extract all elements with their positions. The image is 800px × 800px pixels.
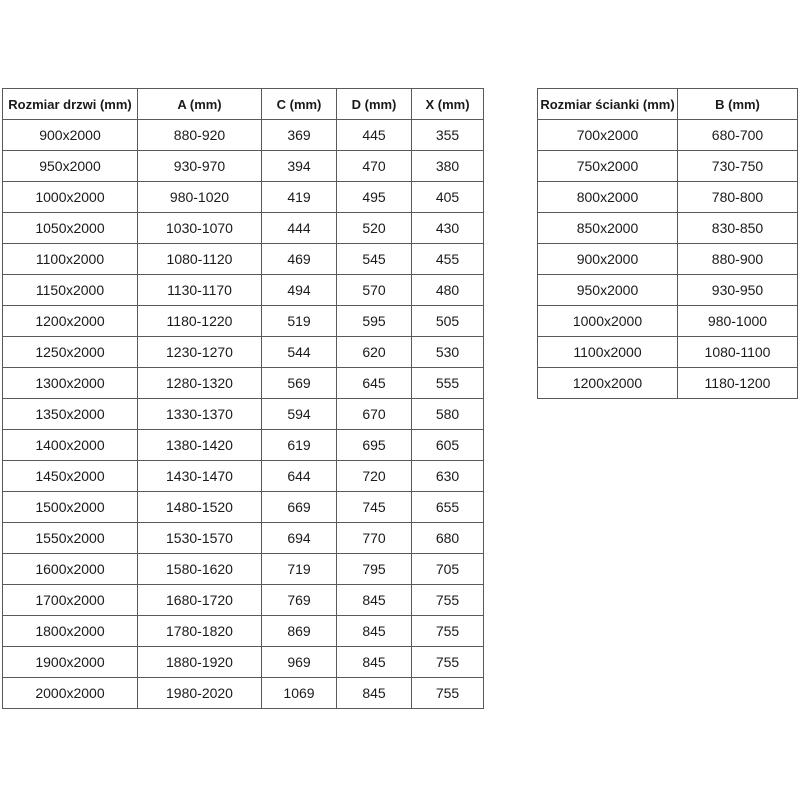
table-cell: 750x2000 xyxy=(538,151,678,182)
table-cell: 1530-1570 xyxy=(138,523,262,554)
table-cell: 1200x2000 xyxy=(538,368,678,399)
table-cell: 705 xyxy=(412,554,484,585)
table-row xyxy=(3,523,484,554)
table-cell: 1430-1470 xyxy=(138,461,262,492)
table-cell: 1330-1370 xyxy=(138,399,262,430)
table-cell: 1350x2000 xyxy=(3,399,138,430)
door-size-table-container xyxy=(2,88,484,709)
table-cell: 1680-1720 xyxy=(138,585,262,616)
header-row xyxy=(3,89,484,120)
table-cell: 845 xyxy=(337,678,412,709)
table-cell: 605 xyxy=(412,430,484,461)
table-cell: 869 xyxy=(262,616,337,647)
table-row xyxy=(3,151,484,182)
table-cell: 405 xyxy=(412,182,484,213)
table-cell: 1800x2000 xyxy=(3,616,138,647)
table-cell: 755 xyxy=(412,585,484,616)
table-row xyxy=(3,430,484,461)
table-row xyxy=(3,616,484,647)
table-row xyxy=(538,306,798,337)
table-cell: 1180-1220 xyxy=(138,306,262,337)
table-cell: 545 xyxy=(337,244,412,275)
table-cell: 580 xyxy=(412,399,484,430)
table-cell: 769 xyxy=(262,585,337,616)
table-cell: 880-900 xyxy=(678,244,798,275)
table-cell: 695 xyxy=(337,430,412,461)
table-row xyxy=(3,368,484,399)
table-cell: 1480-1520 xyxy=(138,492,262,523)
table-cell: 469 xyxy=(262,244,337,275)
header-cell: Rozmiar ścianki (mm) xyxy=(538,89,678,120)
table-cell: 644 xyxy=(262,461,337,492)
wall-size-table xyxy=(537,88,798,399)
table-cell: 800x2000 xyxy=(538,182,678,213)
table-cell: 845 xyxy=(337,647,412,678)
wall-size-table-container xyxy=(537,88,798,399)
table-cell: 1400x2000 xyxy=(3,430,138,461)
table-cell: 520 xyxy=(337,213,412,244)
table-cell: 1150x2000 xyxy=(3,275,138,306)
table-cell: 519 xyxy=(262,306,337,337)
table-cell: 505 xyxy=(412,306,484,337)
table-row xyxy=(3,306,484,337)
table-cell: 980-1000 xyxy=(678,306,798,337)
table-row xyxy=(538,120,798,151)
table-row xyxy=(3,461,484,492)
table-cell: 495 xyxy=(337,182,412,213)
table-row xyxy=(538,275,798,306)
table-cell: 445 xyxy=(337,120,412,151)
table-cell: 570 xyxy=(337,275,412,306)
table-row xyxy=(3,213,484,244)
table-cell: 1780-1820 xyxy=(138,616,262,647)
table-cell: 900x2000 xyxy=(538,244,678,275)
table-cell: 594 xyxy=(262,399,337,430)
table-cell: 355 xyxy=(412,120,484,151)
table-cell: 900x2000 xyxy=(3,120,138,151)
table-row xyxy=(3,554,484,585)
table-cell: 680 xyxy=(412,523,484,554)
table-cell: 595 xyxy=(337,306,412,337)
table-cell: 755 xyxy=(412,616,484,647)
table-cell: 419 xyxy=(262,182,337,213)
table-row xyxy=(3,399,484,430)
table-cell: 444 xyxy=(262,213,337,244)
table-cell: 730-750 xyxy=(678,151,798,182)
table-cell: 700x2000 xyxy=(538,120,678,151)
table-cell: 1600x2000 xyxy=(3,554,138,585)
table-cell: 655 xyxy=(412,492,484,523)
table-cell: 980-1020 xyxy=(138,182,262,213)
table-cell: 1100x2000 xyxy=(538,337,678,368)
table-cell: 1080-1100 xyxy=(678,337,798,368)
table-row xyxy=(3,337,484,368)
table-cell: 630 xyxy=(412,461,484,492)
table-cell: 455 xyxy=(412,244,484,275)
table-cell: 394 xyxy=(262,151,337,182)
table-cell: 620 xyxy=(337,337,412,368)
table-cell: 1550x2000 xyxy=(3,523,138,554)
table-row xyxy=(538,182,798,213)
table-cell: 1380-1420 xyxy=(138,430,262,461)
table-cell: 1900x2000 xyxy=(3,647,138,678)
table-cell: 694 xyxy=(262,523,337,554)
table-cell: 930-950 xyxy=(678,275,798,306)
table-row xyxy=(538,368,798,399)
table-cell: 619 xyxy=(262,430,337,461)
table-row xyxy=(3,647,484,678)
header-cell: A (mm) xyxy=(138,89,262,120)
door-size-table xyxy=(2,88,484,709)
table-row xyxy=(3,244,484,275)
table-cell: 1050x2000 xyxy=(3,213,138,244)
table-cell: 555 xyxy=(412,368,484,399)
header-cell: Rozmiar drzwi (mm) xyxy=(3,89,138,120)
table-cell: 745 xyxy=(337,492,412,523)
table-cell: 480 xyxy=(412,275,484,306)
table-cell: 1280-1320 xyxy=(138,368,262,399)
table-row xyxy=(538,337,798,368)
table-cell: 1450x2000 xyxy=(3,461,138,492)
table-cell: 1580-1620 xyxy=(138,554,262,585)
table-row xyxy=(3,492,484,523)
table-cell: 380 xyxy=(412,151,484,182)
table-cell: 950x2000 xyxy=(3,151,138,182)
table-cell: 645 xyxy=(337,368,412,399)
table-cell: 1250x2000 xyxy=(3,337,138,368)
table-row xyxy=(538,151,798,182)
table-cell: 2000x2000 xyxy=(3,678,138,709)
table-row xyxy=(3,182,484,213)
table-cell: 845 xyxy=(337,616,412,647)
table-cell: 850x2000 xyxy=(538,213,678,244)
table-cell: 1500x2000 xyxy=(3,492,138,523)
table-cell: 1000x2000 xyxy=(3,182,138,213)
table-row xyxy=(538,213,798,244)
table-cell: 1300x2000 xyxy=(3,368,138,399)
table-cell: 1130-1170 xyxy=(138,275,262,306)
table-cell: 1030-1070 xyxy=(138,213,262,244)
table-cell: 950x2000 xyxy=(538,275,678,306)
table-row xyxy=(3,120,484,151)
table-cell: 720 xyxy=(337,461,412,492)
table-cell: 1230-1270 xyxy=(138,337,262,368)
table-cell: 1700x2000 xyxy=(3,585,138,616)
table-row xyxy=(3,585,484,616)
table-cell: 969 xyxy=(262,647,337,678)
header-row xyxy=(538,89,798,120)
header-cell: C (mm) xyxy=(262,89,337,120)
table-cell: 930-970 xyxy=(138,151,262,182)
table-cell: 430 xyxy=(412,213,484,244)
table-cell: 795 xyxy=(337,554,412,585)
table-cell: 780-800 xyxy=(678,182,798,213)
table-cell: 830-850 xyxy=(678,213,798,244)
table-cell: 845 xyxy=(337,585,412,616)
header-cell: B (mm) xyxy=(678,89,798,120)
table-row xyxy=(3,275,484,306)
table-cell: 1200x2000 xyxy=(3,306,138,337)
table-cell: 719 xyxy=(262,554,337,585)
table-cell: 569 xyxy=(262,368,337,399)
table-cell: 530 xyxy=(412,337,484,368)
table-cell: 1100x2000 xyxy=(3,244,138,275)
table-cell: 1069 xyxy=(262,678,337,709)
header-cell: D (mm) xyxy=(337,89,412,120)
table-row xyxy=(3,678,484,709)
table-cell: 1880-1920 xyxy=(138,647,262,678)
table-cell: 1180-1200 xyxy=(678,368,798,399)
table-cell: 755 xyxy=(412,678,484,709)
table-cell: 880-920 xyxy=(138,120,262,151)
table-cell: 669 xyxy=(262,492,337,523)
header-cell: X (mm) xyxy=(412,89,484,120)
table-cell: 755 xyxy=(412,647,484,678)
table-cell: 544 xyxy=(262,337,337,368)
table-cell: 1980-2020 xyxy=(138,678,262,709)
table-cell: 680-700 xyxy=(678,120,798,151)
table-cell: 1000x2000 xyxy=(538,306,678,337)
table-row xyxy=(538,244,798,275)
table-cell: 494 xyxy=(262,275,337,306)
table-cell: 369 xyxy=(262,120,337,151)
table-cell: 670 xyxy=(337,399,412,430)
table-cell: 1080-1120 xyxy=(138,244,262,275)
table-cell: 770 xyxy=(337,523,412,554)
table-cell: 470 xyxy=(337,151,412,182)
